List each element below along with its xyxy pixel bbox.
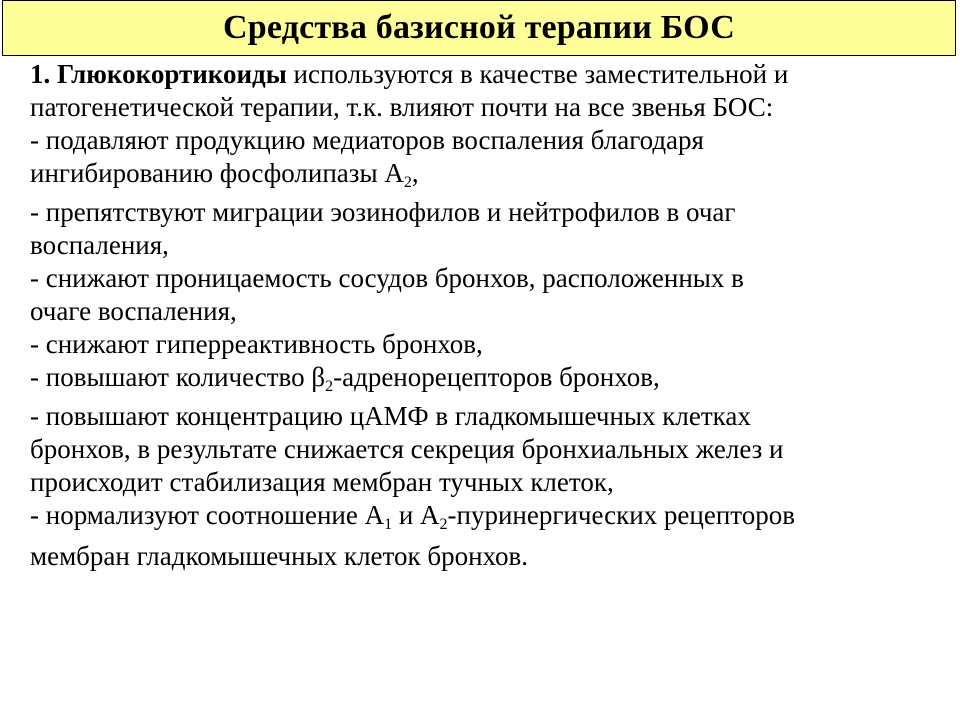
- item4-line-1: - снижают гиперреактивность бронхов,: [30, 329, 483, 359]
- intro-number: 1.: [30, 59, 57, 89]
- title-box: [2, 0, 956, 56]
- item5-text-end: -адренорецепторов бронхов,: [333, 362, 660, 392]
- item2-line-1: - препятствуют миграции эозинофилов и нейтрофилов в очаг: [30, 197, 736, 227]
- item6-line-1: - повышают концентрацию цАМФ в гладкомышечных клетках: [30, 401, 751, 431]
- item7-text-mid: и А: [392, 500, 440, 530]
- item5-text: - повышают количество β: [30, 362, 326, 392]
- item1-line-2: [30, 157, 950, 190]
- intro-bold-term: Глюкокортикоиды: [57, 59, 287, 89]
- item1-subscript: 2: [403, 174, 412, 191]
- item7-line-1: [30, 499, 950, 532]
- item7-text: - нормализуют соотношение А: [30, 500, 385, 530]
- item5-subscript: 2: [325, 378, 334, 395]
- item7-subscript-1: 1: [384, 516, 393, 533]
- slide-title: Средства базисной терапии БОС: [223, 9, 735, 46]
- item3-line-1: - снижают проницаемость сосудов бронхов, расположенных в: [30, 263, 744, 293]
- item7-line-2: мембран гладкомышечных клеток бронхов.: [30, 541, 528, 571]
- item1-line-2-end: ,: [411, 158, 419, 188]
- item6-line-3: происходит стабилизация мембран тучных клеток,: [30, 467, 614, 497]
- item2-line-2: воспаления,: [30, 230, 169, 260]
- item7-subscript-2: 2: [439, 516, 448, 533]
- slide-content: [30, 58, 950, 573]
- intro-rest: используются в качестве заместительной и: [286, 59, 789, 89]
- item7-text-end: -пуринергических рецепторов: [447, 500, 795, 530]
- intro-line-1: [30, 58, 950, 91]
- item1-line-2-text: ингибированию фосфолипазы А: [30, 158, 404, 188]
- item5-line-1: [30, 361, 950, 394]
- item1-line-1: - подавляют продукцию медиаторов воспаления благодаря: [30, 125, 704, 155]
- intro-line-2: патогенетической терапии, т.к. влияют почти на все звенья БОС:: [30, 92, 774, 122]
- item6-line-2: бронхов, в результате снижается секреция бронхиальных желез и: [30, 434, 784, 464]
- item3-line-2: очаге воспаления,: [30, 296, 237, 326]
